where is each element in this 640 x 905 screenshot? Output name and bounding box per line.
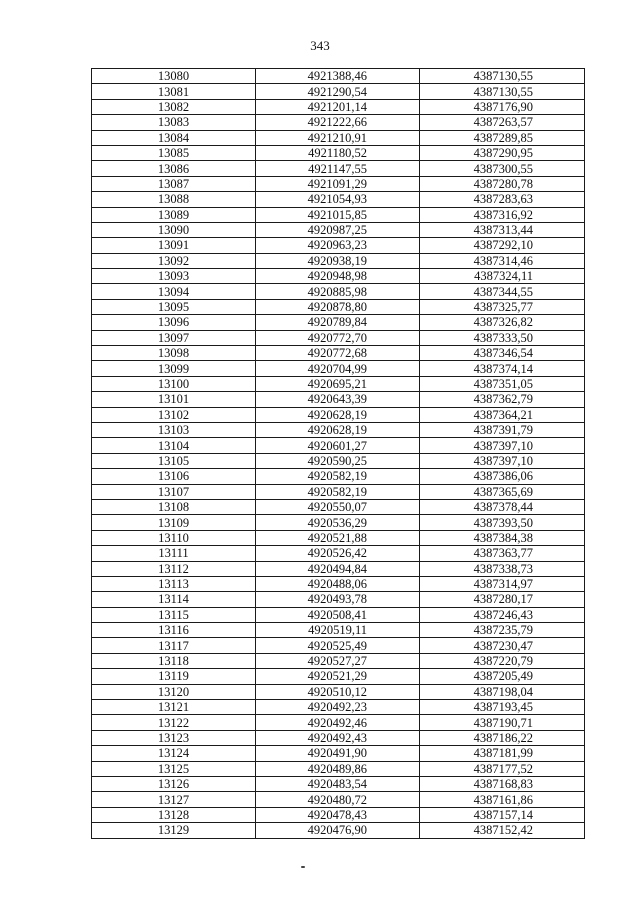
point-id-cell: 13092 [92,253,256,268]
x-coordinate-cell: 4921180,52 [256,145,420,160]
y-coordinate-cell: 4387325,77 [420,299,585,314]
point-id-cell: 13086 [92,161,256,176]
table-row [92,161,585,176]
y-coordinate-cell: 4387364,21 [420,407,585,422]
table-row [92,69,585,84]
table-row [92,145,585,160]
table-row [92,715,585,730]
table-row [92,792,585,807]
x-coordinate-cell: 4920601,27 [256,438,420,453]
table-row [92,376,585,391]
x-coordinate-cell: 4920478,43 [256,807,420,822]
y-coordinate-cell: 4387290,95 [420,145,585,160]
x-coordinate-cell: 4920521,29 [256,669,420,684]
point-id-cell: 13098 [92,346,256,361]
x-coordinate-cell: 4920772,68 [256,346,420,361]
coordinates-table [91,68,585,839]
point-id-cell: 13102 [92,407,256,422]
table-row [92,761,585,776]
x-coordinate-cell: 4920525,49 [256,638,420,653]
point-id-cell: 13104 [92,438,256,453]
point-id-cell: 13094 [92,284,256,299]
footer-mark [301,866,305,868]
y-coordinate-cell: 4387338,73 [420,561,585,576]
table-row [92,530,585,545]
y-coordinate-cell: 4387326,82 [420,315,585,330]
y-coordinate-cell: 4387176,90 [420,99,585,114]
table-row [92,669,585,684]
y-coordinate-cell: 4387168,83 [420,776,585,791]
y-coordinate-cell: 4387289,85 [420,130,585,145]
coordinates-table-body [92,69,585,839]
y-coordinate-cell: 4387198,04 [420,684,585,699]
point-id-cell: 13115 [92,607,256,622]
table-row [92,561,585,576]
x-coordinate-cell: 4920643,39 [256,392,420,407]
table-row [92,130,585,145]
point-id-cell: 13122 [92,715,256,730]
table-row [92,222,585,237]
point-id-cell: 13127 [92,792,256,807]
point-id-cell: 13129 [92,823,256,838]
point-id-cell: 13088 [92,192,256,207]
table-row [92,84,585,99]
point-id-cell: 13096 [92,315,256,330]
y-coordinate-cell: 4387391,79 [420,422,585,437]
x-coordinate-cell: 4920987,25 [256,222,420,237]
point-id-cell: 13107 [92,484,256,499]
table-row [92,484,585,499]
point-id-cell: 13082 [92,99,256,114]
y-coordinate-cell: 4387152,42 [420,823,585,838]
table-row [92,284,585,299]
point-id-cell: 13084 [92,130,256,145]
x-coordinate-cell: 4920948,98 [256,269,420,284]
table-row [92,207,585,222]
table-row [92,192,585,207]
table-row [92,238,585,253]
point-id-cell: 13118 [92,653,256,668]
point-id-cell: 13099 [92,361,256,376]
y-coordinate-cell: 4387393,50 [420,515,585,530]
table-row [92,653,585,668]
x-coordinate-cell: 4920938,19 [256,253,420,268]
table-row [92,700,585,715]
x-coordinate-cell: 4920536,29 [256,515,420,530]
y-coordinate-cell: 4387351,05 [420,376,585,391]
point-id-cell: 13121 [92,700,256,715]
point-id-cell: 13108 [92,499,256,514]
point-id-cell: 13100 [92,376,256,391]
x-coordinate-cell: 4920628,19 [256,407,420,422]
table-row [92,776,585,791]
y-coordinate-cell: 4387365,69 [420,484,585,499]
y-coordinate-cell: 4387316,92 [420,207,585,222]
point-id-cell: 13093 [92,269,256,284]
page-number: 343 [310,38,330,53]
table-row [92,576,585,591]
point-id-cell: 13103 [92,422,256,437]
y-coordinate-cell: 4387161,86 [420,792,585,807]
x-coordinate-cell: 4921054,93 [256,192,420,207]
y-coordinate-cell: 4387397,10 [420,438,585,453]
x-coordinate-cell: 4920526,42 [256,546,420,561]
x-coordinate-cell: 4921388,46 [256,69,420,84]
y-coordinate-cell: 4387205,49 [420,669,585,684]
point-id-cell: 13116 [92,623,256,638]
point-id-cell: 13097 [92,330,256,345]
table-row [92,515,585,530]
x-coordinate-cell: 4920492,23 [256,700,420,715]
y-coordinate-cell: 4387344,55 [420,284,585,299]
point-id-cell: 13095 [92,299,256,314]
x-coordinate-cell: 4920510,12 [256,684,420,699]
x-coordinate-cell: 4920488,06 [256,576,420,591]
x-coordinate-cell: 4921210,91 [256,130,420,145]
x-coordinate-cell: 4921222,66 [256,115,420,130]
table-row [92,407,585,422]
x-coordinate-cell: 4920527,27 [256,653,420,668]
table-row [92,546,585,561]
point-id-cell: 13119 [92,669,256,684]
y-coordinate-cell: 4387263,57 [420,115,585,130]
table-row [92,99,585,114]
table-row [92,330,585,345]
y-coordinate-cell: 4387230,47 [420,638,585,653]
point-id-cell: 13106 [92,469,256,484]
table-row [92,623,585,638]
table-row [92,746,585,761]
point-id-cell: 13105 [92,453,256,468]
point-id-cell: 13113 [92,576,256,591]
y-coordinate-cell: 4387181,99 [420,746,585,761]
point-id-cell: 13111 [92,546,256,561]
x-coordinate-cell: 4920695,21 [256,376,420,391]
x-coordinate-cell: 4921015,85 [256,207,420,222]
y-coordinate-cell: 4387333,50 [420,330,585,345]
table-row [92,807,585,822]
y-coordinate-cell: 4387246,43 [420,607,585,622]
table-row [92,176,585,191]
x-coordinate-cell: 4920582,19 [256,469,420,484]
y-coordinate-cell: 4387314,46 [420,253,585,268]
x-coordinate-cell: 4920878,80 [256,299,420,314]
y-coordinate-cell: 4387292,10 [420,238,585,253]
x-coordinate-cell: 4920521,88 [256,530,420,545]
x-coordinate-cell: 4920772,70 [256,330,420,345]
x-coordinate-cell: 4920476,90 [256,823,420,838]
x-coordinate-cell: 4920489,86 [256,761,420,776]
x-coordinate-cell: 4921091,29 [256,176,420,191]
point-id-cell: 13090 [92,222,256,237]
point-id-cell: 13114 [92,592,256,607]
y-coordinate-cell: 4387314,97 [420,576,585,591]
point-id-cell: 13110 [92,530,256,545]
x-coordinate-cell: 4920480,72 [256,792,420,807]
point-id-cell: 13120 [92,684,256,699]
point-id-cell: 13124 [92,746,256,761]
table-row [92,730,585,745]
x-coordinate-cell: 4920789,84 [256,315,420,330]
x-coordinate-cell: 4920704,99 [256,361,420,376]
point-id-cell: 13081 [92,84,256,99]
x-coordinate-cell: 4920885,98 [256,284,420,299]
point-id-cell: 13112 [92,561,256,576]
y-coordinate-cell: 4387193,45 [420,700,585,715]
table-row [92,361,585,376]
y-coordinate-cell: 4387235,79 [420,623,585,638]
table-row [92,253,585,268]
table-row [92,269,585,284]
point-id-cell: 13125 [92,761,256,776]
point-id-cell: 13123 [92,730,256,745]
y-coordinate-cell: 4387283,63 [420,192,585,207]
table-row [92,638,585,653]
point-id-cell: 13128 [92,807,256,822]
table-row [92,607,585,622]
point-id-cell: 13101 [92,392,256,407]
y-coordinate-cell: 4387130,55 [420,69,585,84]
y-coordinate-cell: 4387324,11 [420,269,585,284]
y-coordinate-cell: 4387386,06 [420,469,585,484]
x-coordinate-cell: 4920483,54 [256,776,420,791]
x-coordinate-cell: 4920491,90 [256,746,420,761]
point-id-cell: 13080 [92,69,256,84]
table-row [92,115,585,130]
x-coordinate-cell: 4920550,07 [256,499,420,514]
y-coordinate-cell: 4387177,52 [420,761,585,776]
table-row [92,499,585,514]
point-id-cell: 13109 [92,515,256,530]
y-coordinate-cell: 4387362,79 [420,392,585,407]
point-id-cell: 13126 [92,776,256,791]
y-coordinate-cell: 4387384,38 [420,530,585,545]
y-coordinate-cell: 4387280,78 [420,176,585,191]
table-row [92,592,585,607]
point-id-cell: 13091 [92,238,256,253]
table-row [92,422,585,437]
x-coordinate-cell: 4921290,54 [256,84,420,99]
y-coordinate-cell: 4387190,71 [420,715,585,730]
table-row [92,346,585,361]
table-row [92,453,585,468]
x-coordinate-cell: 4920582,19 [256,484,420,499]
x-coordinate-cell: 4921147,55 [256,161,420,176]
y-coordinate-cell: 4387130,55 [420,84,585,99]
point-id-cell: 13087 [92,176,256,191]
x-coordinate-cell: 4920628,19 [256,422,420,437]
table-row [92,823,585,838]
x-coordinate-cell: 4921201,14 [256,99,420,114]
y-coordinate-cell: 4387374,14 [420,361,585,376]
table-row [92,299,585,314]
x-coordinate-cell: 4920590,25 [256,453,420,468]
table-row [92,438,585,453]
y-coordinate-cell: 4387346,54 [420,346,585,361]
y-coordinate-cell: 4387157,14 [420,807,585,822]
point-id-cell: 13117 [92,638,256,653]
y-coordinate-cell: 4387363,77 [420,546,585,561]
point-id-cell: 13089 [92,207,256,222]
table-row [92,469,585,484]
y-coordinate-cell: 4387300,55 [420,161,585,176]
table-row [92,684,585,699]
x-coordinate-cell: 4920519,11 [256,623,420,638]
point-id-cell: 13085 [92,145,256,160]
x-coordinate-cell: 4920493,78 [256,592,420,607]
x-coordinate-cell: 4920508,41 [256,607,420,622]
y-coordinate-cell: 4387313,44 [420,222,585,237]
y-coordinate-cell: 4387220,79 [420,653,585,668]
y-coordinate-cell: 4387397,10 [420,453,585,468]
y-coordinate-cell: 4387378,44 [420,499,585,514]
y-coordinate-cell: 4387280,17 [420,592,585,607]
x-coordinate-cell: 4920492,46 [256,715,420,730]
x-coordinate-cell: 4920494,84 [256,561,420,576]
table-row [92,315,585,330]
x-coordinate-cell: 4920492,43 [256,730,420,745]
x-coordinate-cell: 4920963,23 [256,238,420,253]
point-id-cell: 13083 [92,115,256,130]
y-coordinate-cell: 4387186,22 [420,730,585,745]
table-row [92,392,585,407]
